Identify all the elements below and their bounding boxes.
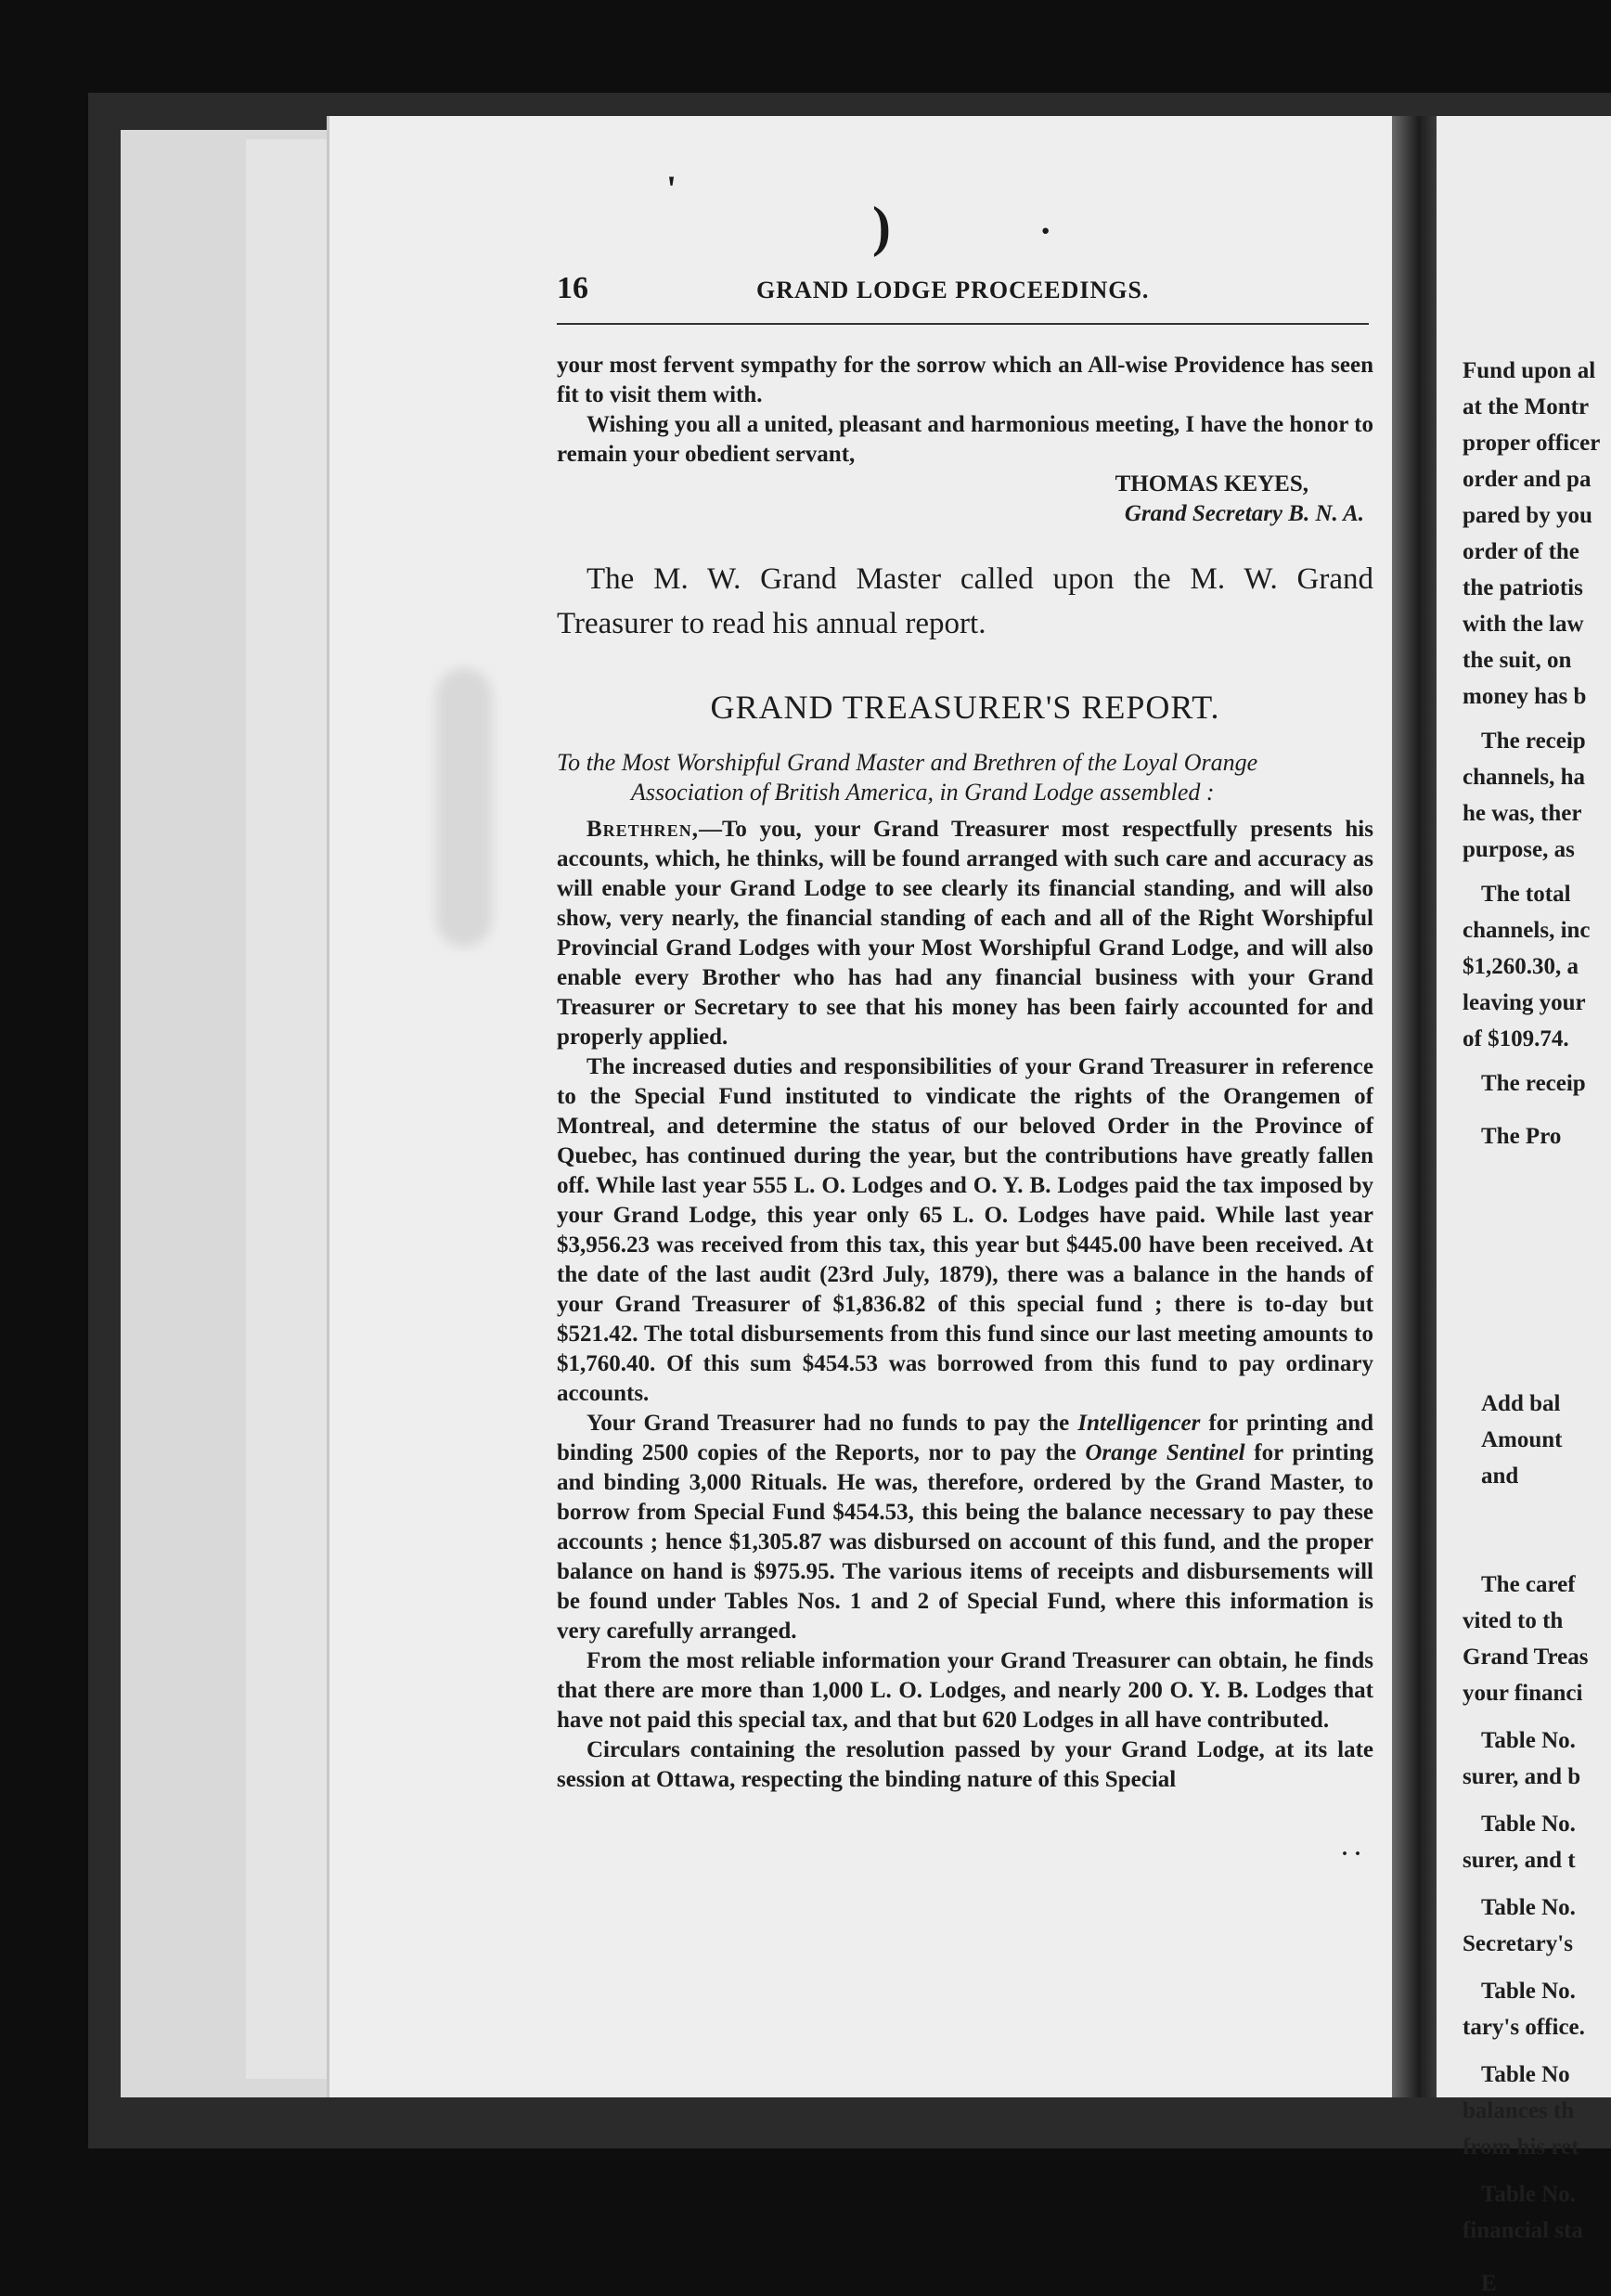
right-page-line: Table No. (1481, 1728, 1576, 1753)
right-page-line: proper officer (1463, 431, 1601, 456)
report-title: GRAND TREASURER'S REPORT. (710, 689, 1220, 726)
page-header (557, 260, 1373, 316)
right-page-line: Table No. (1481, 2182, 1576, 2207)
signature-title: Grand Secretary B. N. A. (1124, 501, 1364, 526)
page-body (557, 351, 1373, 1795)
right-page-line: order of the (1463, 539, 1579, 564)
right-page-line: leaving your (1463, 990, 1586, 1015)
report-salutation (557, 748, 1373, 807)
right-page-line: pared by you (1463, 503, 1592, 528)
right-page-line: surer, and t (1463, 1848, 1576, 1873)
salutation-line-1: To the Most Worshipful Grand Master and Brethren of the Loyal Orange (557, 749, 1258, 776)
right-page-line: at the Montr (1463, 394, 1590, 419)
right-page-line: $1,260.30, a (1463, 954, 1579, 979)
announcement: The M. W. Grand Master called upon the M. W. Grand Treasurer to read his annual report. (557, 562, 1373, 640)
publication-orange-sentinel: Orange Sentinel (1085, 1440, 1245, 1465)
report-paragraph-2: The increased duties and responsibilities of your Grand Treasurer in reference to the Special Fund instituted to vindicate the rights of the Orangemen of Montreal, and determine the status of our beloved Order in the Province of Quebec, has continued during the year, but the contributions have greatly fallen off. While last year 555 L. O. Lodges and O. Y. B. Lodges paid the tax imposed by your Grand Lodge, this year only 65 L. O. Lodges have paid. While last year $3,956.23 was received from this tax, this year but $445.00 have been received. At the date of the last audit (23rd July, 1879), there was a balance in the hands of your Grand Treasurer of $1,836.82 of this special fund ; there is to-day but $521.42. The total disbursements from this fund since our last meeting amounts to $1,760.40. Of this sum $454.53 was borrowed from this fund to pay ordinary accounts. (557, 1054, 1373, 1406)
right-page-line: channels, inc (1463, 918, 1591, 943)
ink-smudge (436, 668, 492, 947)
publication-intelligencer: Intelligencer (1077, 1411, 1201, 1436)
right-page-line: Grand Treas (1463, 1645, 1589, 1670)
paragraph-text: for printing and binding 3,000 Rituals. He was, therefore, ordered by the Grand Master, to borrow from Special Fund $454.53, this being the balance necessary to pay these accounts ; hence $1,305.87 was disbursed on account of this fund, and the proper balance on hand is $975.95. The various items of receipts and disbursements will be found under Tables Nos. 1 and 2 of Special Fund, where this information is very carefully arranged. (557, 1440, 1373, 1644)
right-page-line: from his ret (1463, 2135, 1579, 2160)
right-page-line: vited to th (1463, 1608, 1564, 1633)
right-page-line: financial sta (1463, 2218, 1583, 2243)
report-paragraph-5: Circulars containing the resolution passed by your Grand Lodge, at its late session at Ottawa, respecting the binding nature of this Special (557, 1737, 1373, 1792)
right-page-line: Add bal (1481, 1391, 1561, 1416)
right-page-line: balances th (1463, 2098, 1575, 2123)
right-page-line: Table No. (1481, 1979, 1576, 2004)
right-page-line: the patriotis (1463, 575, 1583, 600)
report-paragraph-3 (557, 1409, 1373, 1646)
right-page-line: The receip (1481, 729, 1586, 754)
right-page-line: Fund upon al (1463, 358, 1596, 383)
right-page-line: and (1481, 1464, 1519, 1489)
right-page-line: he was, ther (1463, 801, 1582, 826)
right-page-line: your financi (1463, 1681, 1583, 1706)
right-page-line: purpose, as (1463, 837, 1575, 862)
paragraph-text: Your Grand Treasurer had no funds to pay the (586, 1411, 1078, 1436)
letter-line-1: your most fervent sympathy for the sorrow which an All-wise Providence has seen fit to visit them with. (557, 353, 1373, 407)
paragraph-lead: Brethren, (586, 817, 699, 842)
ink-speck: ' (666, 168, 677, 210)
right-page-line: The receip (1481, 1071, 1586, 1096)
salutation-line-2: Association of British America, in Grand Lodge assembled : (631, 779, 1215, 806)
right-page-line: the suit, on (1463, 648, 1572, 673)
paragraph-text: —To you, your Grand Treasurer most respectfully presents his accounts, which, he thinks, will be found arranged with such care and accuracy as will enable your Grand Lodge to see clearly its financial standing, and will also show, very nearly, the financial standing of each and all of the Right Worshipful Provincial Grand Lodges with your Most Worshipful Grand Lodge, and will also enable every Brother who has had any financial business with your Grand Treasurer or Secretary to see that his money has been fairly accounted for and properly applied. (557, 817, 1373, 1050)
running-head: GRAND LODGE PROCEEDINGS. (756, 277, 1150, 303)
report-paragraph-1 (557, 815, 1373, 1052)
right-page-line: Table No (1481, 2062, 1570, 2087)
header-rule (557, 323, 1369, 325)
right-page-line: surer, and b (1463, 1764, 1581, 1789)
right-page-line: tary's office. (1463, 2015, 1585, 2040)
right-page-line: The caref (1481, 1572, 1576, 1597)
right-page-line: The total (1481, 882, 1571, 907)
right-page-line: Table No. (1481, 1895, 1576, 1920)
page-number: 16 (557, 271, 588, 305)
paragraph-text: for printing and binding 2500 copies of the Reports, nor to pay the (557, 1411, 1373, 1465)
right-page-line: Secretary's (1463, 1931, 1573, 1956)
right-page-line: Table No. (1481, 1812, 1576, 1837)
right-page-line: of $109.74. (1463, 1026, 1569, 1051)
page-mark: · · (1341, 1842, 1362, 1866)
right-page-line: E (1481, 2271, 1497, 2296)
right-page-line: Amount (1481, 1427, 1563, 1452)
right-page-line: The Pro (1481, 1124, 1562, 1149)
ink-speck: · (1039, 210, 1052, 252)
letter-line-2: Wishing you all a united, pleasant and harmonious meeting, I have the honor to remain your obedient servant, (557, 412, 1373, 467)
right-page-line: with the law (1463, 612, 1584, 637)
right-page-line: money has b (1463, 684, 1587, 709)
signature-name: THOMAS KEYES, (1115, 471, 1308, 497)
right-page-line: order and pa (1463, 467, 1592, 492)
ink-speck: ) (872, 196, 891, 257)
report-paragraph-4: From the most reliable information your Grand Treasurer can obtain, he finds that there are more than 1,000 L. O. Lodges, and nearly 200 O. Y. B. Lodges that have not paid this special tax, and that but 620 Lodges in all have contributed. (557, 1648, 1373, 1733)
right-page-line: channels, ha (1463, 765, 1585, 790)
right-page-fragment (1437, 116, 1611, 2296)
book-gutter (1392, 116, 1437, 2097)
